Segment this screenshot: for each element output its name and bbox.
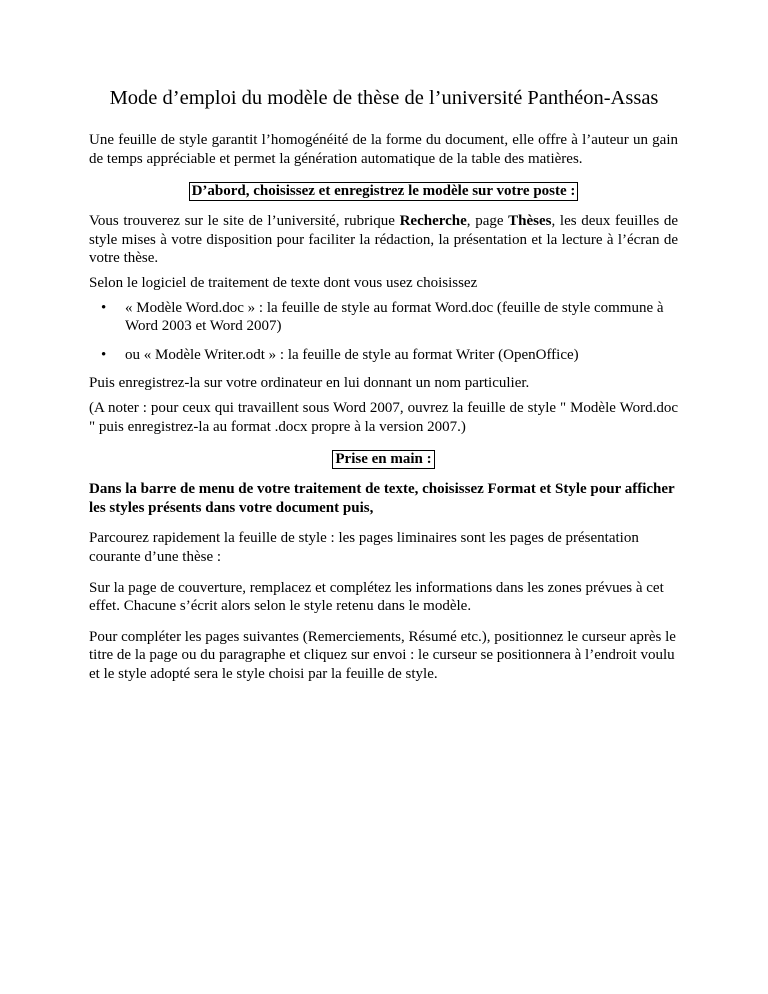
list-item [89,346,678,365]
section-heading-download-wrap [89,182,678,201]
intro-paragraph: Une feuille de style garantit l’homogénéité de la forme du document, elle offre à l’auteur un gain de temps appréciable et permet la génération automatique de la table des matières. [89,132,678,167]
next-pages-paragraph: Pour compléter les pages suivantes (Remerciements, Résumé etc.), positionnez le curseur après le titre de la page ou du paragraphe et cliquez sur envoi : le curseur se positionnera à l’endroit voulu et le style adopté sera le style choisi par la feuille de style. [89,628,676,682]
site-paragraph-before: Vous trouverez sur le site de l’université, rubrique [89,213,400,230]
list-item [89,299,678,336]
site-paragraph-theses: Thèses [508,213,552,230]
bullet-icon: • [101,346,107,363]
section-heading-download: D’abord, choisissez et enregistrez le modèle sur votre poste : [189,182,579,201]
section-heading-start: Prise en main : [332,450,434,469]
document-title: Mode d’emploi du modèle de thèse de l’université Panthéon-Assas [109,87,659,109]
list-item-text: « Modèle Word.doc » : la feuille de style au format Word.doc (feuille de style commune à Word 2003 et Word 2007) [125,299,664,335]
note-paragraph: (A noter : pour ceux qui travaillent sous Word 2007, ouvrez la feuille de style " Modèle Word.doc " puis enregistrez-la au format .docx propre à la version 2007.) [89,399,678,435]
document-body [89,131,678,695]
site-paragraph-after: , les deux feuilles de style mises à votre disposition pour faciliter la rédaction, la présentation et la lecture à l’écran de votre thèse. [89,213,678,267]
template-list [89,299,678,365]
site-paragraph [89,212,678,268]
menu-paragraph: Dans la barre de menu de votre traitement de texte, choisissez Format et Style pour afficher les styles présents dans votre document puis, [89,481,675,516]
save-paragraph: Puis enregistrez-la sur votre ordinateur en lui donnant un nom particulier. [89,375,530,392]
browse-paragraph: Parcourez rapidement la feuille de style : les pages liminaires sont les pages de présentation courante d’une thèse : [89,530,639,565]
select-paragraph: Selon le logiciel de traitement de texte dont vous usez choisissez [89,274,478,291]
bullet-icon: • [101,299,107,316]
cover-paragraph: Sur la page de couverture, remplacez et complétez les informations dans les zones prévues à cet effet. Chacune s’écrit alors selon le style retenu dans le modèle. [89,579,664,615]
site-paragraph-middle: , page [466,213,509,230]
site-paragraph-recherche: Recherche [399,213,467,230]
section-heading-start-wrap [89,450,678,469]
list-item-text: ou « Modèle Writer.odt » : la feuille de style au format Writer (OpenOffice) [125,346,579,363]
